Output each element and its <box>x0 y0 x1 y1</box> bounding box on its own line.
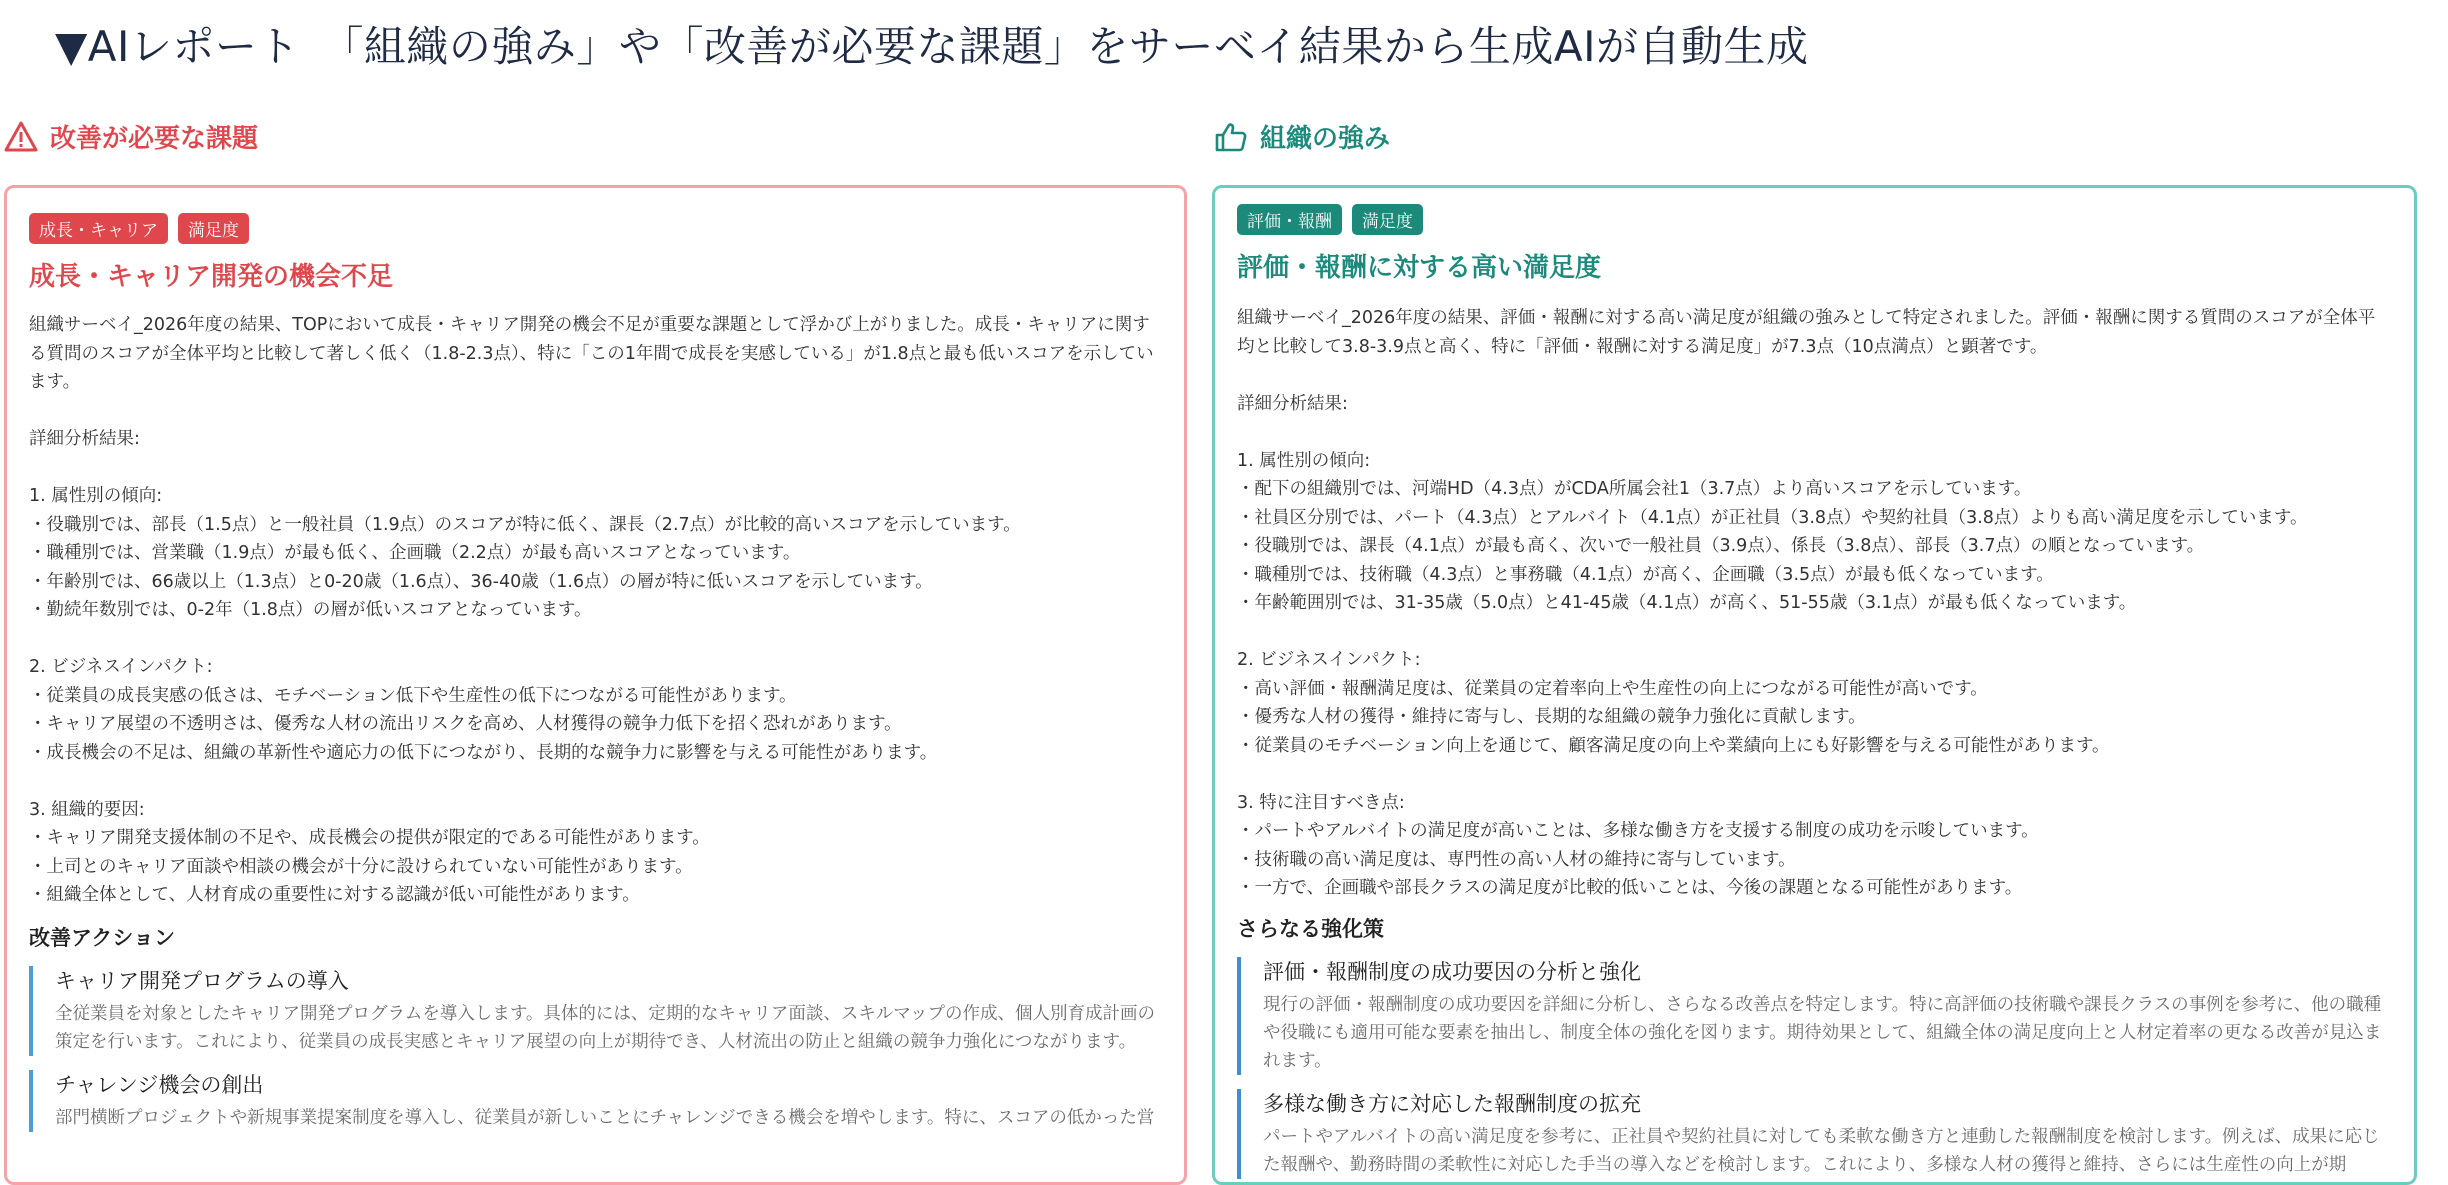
tag-satisfaction: 満足度 <box>178 213 249 244</box>
action-item <box>29 1070 1162 1132</box>
strength-card-title: 評価・報酬に対する高い満足度 <box>1237 253 1602 283</box>
page-headline: ▼AIレポート 「組織の強み」や「改善が必要な課題」をサーベイ結果から生成AIが自動生成 <box>55 22 1809 71</box>
strength-analysis-text: 組織サーベイ_2026年度の結果、評価・報酬に対する高い満足度が組織の強みとして特定されました。評価・報酬に関する質問のスコアが全体平均と比較して3.8-3.9点と高く、特に「評価・報酬に対する満足度」が7.3点（10点満点）と顕著です。 詳細分析結果: 1. 属性別の傾向: ・配下の組織別では、河端HD（4.3点）がCDA所属会社1（3.7点）より高いスコアを示しています。 ・社員区分別では、パート（4.3点）とアルバイト（4.1点）が正社員（3.8点）や契約社員（3.8点）よりも高い満足度を示しています。 ・役職別では、課長（4.1点）が最も高く、次いで一般社員（3.9点）、係長（3.8点）、部長（3.7点）の順となっています。 ・職種別では、技術職（4.3点）と事務職（4.1点）が高く、企画職（3.5点）が最も低くなっています。 ・年齢範囲別では、31-35歳（5.0点）と41-45歳（4.1点）が高く、51-55歳（3.1点）が最も低くなっています。 2. ビジネスインパクト: ・高い評価・報酬満足度は、従業員の定着率向上や生産性の向上につながる可能性が高いです。 ・優秀な人材の獲得・維持に寄与し、長期的な組織の競争力強化に貢献します。 ・従業員のモチベーション向上を通じて、顧客満足度の向上や業績向上にも好影響を与える可能性があります。 3. 特に注目すべき点: ・パートやアルバイトの満足度が高いことは、多様な働き方を支援する制度の成功を示唆しています。 ・技術職の高い満足度は、専門性の高い人材の維持に寄与しています。 ・一方で、企画職や部長クラスの満足度が比較的低いことは、今後の課題となる可能性があります。 <box>1237 308 2376 898</box>
action-description: 部門横断プロジェクトや新規事業提案制度を導入し、従業員が新しいことにチャレンジできる機会を増やします。特に、スコアの低かった営 <box>55 1107 1155 1128</box>
warning-triangle-icon <box>4 121 38 153</box>
issue-tags <box>29 213 1162 244</box>
tag-evaluation-compensation: 評価・報酬 <box>1237 204 1342 235</box>
action-item <box>1237 957 2392 1075</box>
strength-card <box>1212 185 2417 1185</box>
action-title: 評価・報酬制度の成功要因の分析と強化 <box>1263 959 1641 984</box>
action-item <box>29 966 1162 1056</box>
action-title: キャリア開発プログラムの導入 <box>55 968 349 993</box>
enhancement-measures-heading: さらなる強化策 <box>1237 916 1384 941</box>
strengths-section-title: 組織の強み <box>1260 124 1391 154</box>
action-title: チャレンジ機会の創出 <box>55 1072 264 1097</box>
tag-growth-career: 成長・キャリア <box>29 213 168 244</box>
tag-satisfaction: 満足度 <box>1352 204 1423 235</box>
thumbs-up-icon <box>1214 121 1248 153</box>
issue-card <box>4 185 1187 1185</box>
issues-section-header <box>4 118 258 155</box>
action-title: 多様な働き方に対応した報酬制度の拡充 <box>1263 1091 1641 1116</box>
action-description: 現行の評価・報酬制度の成功要因を詳細に分析し、さらなる改善点を特定します。特に高評価の技術職や課長クラスの事例を参考に、他の職種や役職にも適用可能な要素を抽出し、制度全体の強化を図ります。期待効果として、組織全体の満足度向上と人材定着率の更なる改善が見込まれます。 <box>1263 994 2382 1071</box>
action-description: パートやアルバイトの高い満足度を参考に、正社員や契約社員に対しても柔軟な働き方と連動した報酬制度を検討します。例えば、成果に応じた報酬や、勤務時間の柔軟性に対応した手当の導入などを検討します。これにより、多様な人材の獲得と維持、さらには生産性の向上が期 <box>1263 1126 2380 1175</box>
issue-card-title: 成長・キャリア開発の機会不足 <box>29 262 394 292</box>
action-description: 全従業員を対象としたキャリア開発プログラムを導入します。具体的には、定期的なキャリア面談、スキルマップの作成、個人別育成計画の策定を行います。これにより、従業員の成長実感とキャリア展望の向上が期待でき、人材流出の防止と組織の競争力強化につながります。 <box>55 1003 1156 1052</box>
issues-section-title: 改善が必要な課題 <box>50 124 259 154</box>
strength-tags <box>1237 204 2392 235</box>
strengths-section-header <box>1214 118 1390 155</box>
action-item <box>1237 1089 2392 1179</box>
issue-analysis-text: 組織サーベイ_2026年度の結果、TOPにおいて成長・キャリア開発の機会不足が重要な課題として浮かび上がりました。成長・キャリアに関する質問のスコアが全体平均と比較して著しく低く（1.8-2.3点）、特に「この1年間で成長を実感している」が1.8点と最も低いスコアを示しています。 詳細分析結果: 1. 属性別の傾向: ・役職別では、部長（1.5点）と一般社員（1.9点）のスコアが特に低く、課長（2.7点）が比較的高いスコアを示しています。 ・職種別では、営業職（1.9点）が最も低く、企画職（2.2点）が最も高いスコアとなっています。 ・年齢別では、66歳以上（1.3点）と0-20歳（1.6点）、36-40歳（1.6点）の層が特に低いスコアを示しています。 ・勤続年数別では、0-2年（1.8点）の層が低いスコアとなっています。 2. ビジネスインパクト: ・従業員の成長実感の低さは、モチベーション低下や生産性の低下につながる可能性があります。 ・キャリア展望の不透明さは、優秀な人材の流出リスクを高め、人材獲得の競争力低下を招く恐れがあります。 ・成長機会の不足は、組織の革新性や適応力の低下につながり、長期的な競争力に影響を与える可能性があります。 3. 組織的要因: ・キャリア開発支援体制の不足や、成長機会の提供が限定的である可能性があります。 ・上司とのキャリア面談や相談の機会が十分に設けられていない可能性があります。 ・組織全体として、人材育成の重要性に対する認識が低い可能性があります。 <box>29 315 1154 905</box>
improvement-actions-heading: 改善アクション <box>29 925 175 950</box>
